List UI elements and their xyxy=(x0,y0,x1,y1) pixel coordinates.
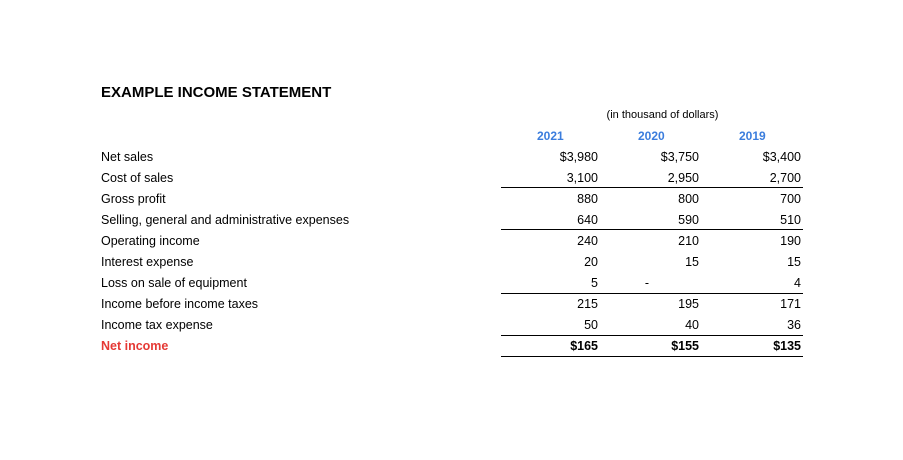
row-label-loss-on-sale: Loss on sale of equipment xyxy=(101,276,247,290)
cell: 171 xyxy=(780,297,801,311)
cell: $3,750 xyxy=(660,150,699,164)
cell: 590 xyxy=(678,213,699,227)
row-label-sga: Selling, general and administrative expenses xyxy=(101,213,350,227)
cell: $165 xyxy=(570,339,598,353)
cell: $3,980 xyxy=(559,150,598,164)
cell: 2,700 xyxy=(769,171,801,185)
cell: 3,100 xyxy=(566,171,598,185)
cell: 510 xyxy=(780,213,801,227)
year-header-2019: 2019 xyxy=(739,129,766,143)
row-label-operating-income: Operating income xyxy=(101,234,200,248)
row-label-interest-expense: Interest expense xyxy=(101,255,194,269)
cell: 215 xyxy=(577,297,598,311)
cell: 240 xyxy=(577,234,598,248)
page-title: EXAMPLE INCOME STATEMENT xyxy=(101,84,332,101)
cell: 5 xyxy=(591,276,598,290)
cell: 700 xyxy=(780,192,801,206)
row-label-net-sales: Net sales xyxy=(101,150,154,164)
cell: 15 xyxy=(685,255,699,269)
row-label-income-before-taxes: Income before income taxes xyxy=(101,297,259,311)
row-label-income-tax-expense: Income tax expense xyxy=(101,318,213,332)
cell: 640 xyxy=(577,213,598,227)
cell: 50 xyxy=(584,318,598,332)
cell: 15 xyxy=(787,255,801,269)
cell: 210 xyxy=(678,234,699,248)
cell: - xyxy=(644,276,649,290)
cell: $155 xyxy=(671,339,699,353)
year-header-2020: 2020 xyxy=(638,129,665,143)
cell: $135 xyxy=(773,339,801,353)
cell: $3,400 xyxy=(762,150,801,164)
total-rule xyxy=(501,356,803,357)
cell: 4 xyxy=(794,276,801,290)
row-label-cost-of-sales: Cost of sales xyxy=(101,171,174,185)
cell: 800 xyxy=(678,192,699,206)
cell: 880 xyxy=(577,192,598,206)
cell: 195 xyxy=(678,297,699,311)
subtotal-rule xyxy=(501,229,803,230)
cell: 36 xyxy=(787,318,801,332)
subtotal-rule xyxy=(501,187,803,188)
subtotal-rule xyxy=(501,335,803,336)
year-header-2021: 2021 xyxy=(537,129,564,143)
cell: 2,950 xyxy=(667,171,699,185)
row-label-gross-profit: Gross profit xyxy=(101,192,166,206)
unit-note: (in thousand of dollars) xyxy=(606,109,719,121)
row-label-net-income: Net income xyxy=(101,339,169,353)
subtotal-rule xyxy=(501,293,803,294)
cell: 190 xyxy=(780,234,801,248)
cell: 40 xyxy=(685,318,699,332)
cell: 20 xyxy=(584,255,598,269)
